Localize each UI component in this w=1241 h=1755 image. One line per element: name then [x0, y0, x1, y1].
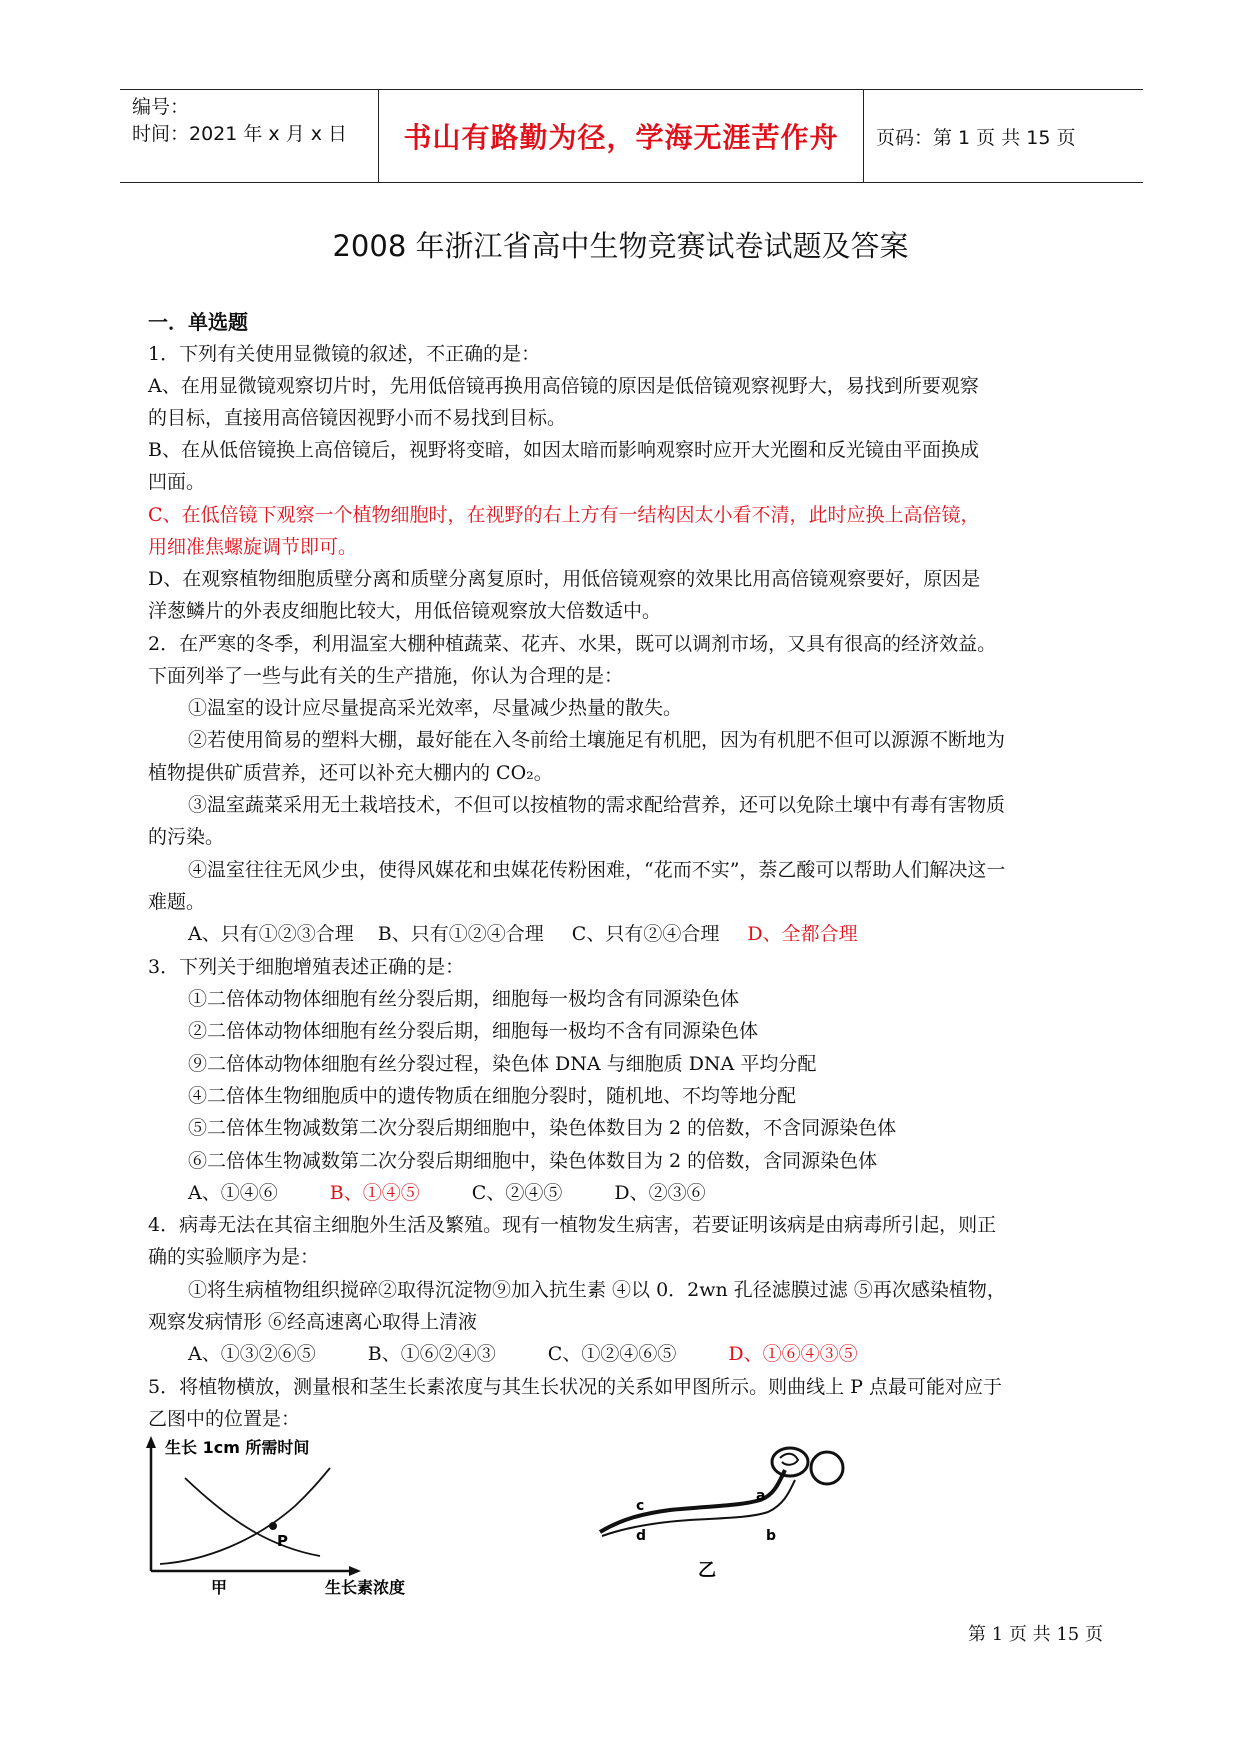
q2-option-d: D、全都合理	[747, 923, 858, 945]
header-right-cell	[864, 90, 1143, 182]
q4-steps-line2: 观察发病情形 ⑥经高速离心取得上清液	[148, 1311, 478, 1333]
label-b: b	[766, 1528, 777, 1544]
q1-option-c-line1: C、在低倍镜下观察一个植物细胞时，在视野的右上方有一结构因太小看不清，此时应换上高倍镜，	[148, 504, 980, 526]
q4-option-d: D、①⑥④③⑤	[728, 1343, 858, 1365]
number-label: 编号：	[132, 96, 190, 118]
q2-item-3-line1: ③温室蔬菜采用无土栽培技术，不但可以按植物的需求配给营养，还可以免除土壤中有毒有害物质	[188, 794, 1006, 816]
q2-item-2-line1: ②若使用简易的塑料大棚，最好能在入冬前给土壤施足有机肥，因为有机肥不但可以源源不断地为	[188, 729, 1006, 751]
x-axis-arrow	[349, 1566, 361, 1576]
q2-stem-line2: 下面列举了一些与此有关的生产措施，你认为合理的是：	[148, 665, 624, 687]
header-table	[120, 89, 1143, 183]
q1-option-b-line1: B、在从低倍镜换上高倍镜后，视野将变暗，如因太暗而影响观察时应开大光圈和反光镜由平面换成	[148, 439, 979, 461]
q3-item-1: ①二倍体动物体细胞有丝分裂后期，细胞每一极均含有同源染色体	[188, 988, 740, 1010]
caption-yi: 乙	[698, 1560, 716, 1580]
curve-ascending	[160, 1468, 330, 1564]
figure-yi-plant	[590, 1440, 860, 1580]
motto: 书山有路勤为径，学海无涯苦作舟	[403, 121, 839, 154]
leaf-cluster-2	[811, 1452, 843, 1484]
q2-item-4-line1: ④温室往往无风少虫，使得风媒花和虫媒花传粉困难，“花而不实”，萘乙酸可以帮助人们解决这一	[188, 859, 1006, 881]
page-footer: 第 1 页 共 15 页	[968, 1624, 1103, 1645]
q2-item-2-line2: 植物提供矿质营养，还可以补充大棚内的 CO₂。	[148, 762, 553, 784]
q3-option-c: C、②④⑤	[471, 1182, 563, 1204]
q3-item-4: ④二倍体生物细胞质中的遗传物质在细胞分裂时，随机地、不均等地分配	[188, 1085, 797, 1107]
header-center-cell	[379, 90, 864, 182]
label-c: c	[636, 1498, 645, 1514]
time-label: 时间：2021 年 x 月 x 日	[132, 123, 348, 145]
q2-options	[188, 922, 858, 946]
q4-steps-line1: ①将生病植物组织搅碎②取得沉淀物⑨加入抗生素 ④以 0．2wn 孔径滤膜过滤 ⑤再次感染植物，	[188, 1279, 1006, 1301]
q2-option-a: A、只有①②③合理	[188, 923, 354, 945]
q2-item-4-line2: 难题。	[148, 891, 206, 913]
y-axis-arrow	[146, 1436, 156, 1448]
q4-stem-line1: 4．病毒无法在其宿主细胞外生活及繁殖。现有一植物发生病害，若要证明该病是由病毒所引起，则正	[148, 1214, 997, 1236]
q3-option-b: B、①④⑤	[329, 1182, 420, 1204]
q1-option-d-line1: D、在观察植物细胞质壁分离和质壁分离复原时，用低倍镜观察的效果比用高倍镜观察要好，原因是	[148, 568, 981, 590]
q1-stem: 1．下列有关使用显微镜的叙述，不正确的是：	[148, 343, 541, 365]
q4-stem-line2: 确的实验顺序为是：	[148, 1246, 320, 1268]
q3-option-d: D、②③⑥	[614, 1182, 706, 1204]
q3-option-a: A、①④⑥	[188, 1182, 278, 1204]
q3-stem: 3．下列关于细胞增殖表述正确的是：	[148, 956, 465, 978]
q3-item-5: ⑤二倍体生物减数第二次分裂后期细胞中，染色体数目为 2 的倍数，不含同源染色体	[188, 1117, 897, 1139]
q3-options	[188, 1181, 706, 1205]
label-d: d	[636, 1528, 647, 1544]
page-title: 2008 年浙江省高中生物竞赛试卷试题及答案	[332, 229, 909, 263]
q3-item-2: ②二倍体动物体细胞有丝分裂后期，细胞每一极均不含有同源染色体	[188, 1020, 759, 1042]
q4-option-a: A、①③②⑥⑤	[188, 1343, 316, 1365]
q3-item-3: ⑨二倍体动物体细胞有丝分裂过程，染色体 DNA 与细胞质 DNA 平均分配	[188, 1053, 817, 1075]
q2-option-b: B、只有①②④合理	[377, 923, 544, 945]
q1-option-d-line2: 洋葱鳞片的外表皮细胞比较大，用低倍镜观察放大倍数适中。	[148, 600, 662, 622]
q2-item-1: ①温室的设计应尽量提高采光效率，尽量减少热量的散失。	[188, 697, 683, 719]
curve-descending	[185, 1478, 320, 1556]
header-left-cell	[120, 90, 379, 182]
q4-option-b: B、①⑥②④③	[367, 1343, 496, 1365]
q1-option-b-line2: 凹面。	[148, 471, 206, 493]
q2-option-c: C、只有②④合理	[571, 923, 720, 945]
q4-option-c: C、①②④⑥⑤	[547, 1343, 677, 1365]
q3-item-6: ⑥二倍体生物减数第二次分裂后期细胞中，染色体数目为 2 的倍数，含同源染色体	[188, 1150, 878, 1172]
y-axis-label: 生长 1cm 所需时间	[165, 1438, 310, 1457]
label-a: a	[756, 1488, 766, 1504]
section-heading: 一．单选题	[148, 310, 248, 334]
q2-stem-line1: 2．在严寒的冬季，利用温室大棚种植蔬菜、花卉、水果，既可以调剂市场，又具有很高的经济效益。	[148, 633, 997, 655]
point-p-label: P	[277, 1532, 288, 1550]
q4-options	[188, 1342, 858, 1366]
q2-item-3-line2: 的污染。	[148, 826, 225, 848]
leaf-cluster-1	[772, 1448, 808, 1476]
q1-option-a-line2: 的目标，直接用高倍镜因视野小而不易找到目标。	[148, 407, 567, 429]
q5-stem-line2: 乙图中的位置是：	[148, 1408, 301, 1430]
caption-jia: 甲	[211, 1578, 228, 1596]
x-axis-label: 生长素浓度	[325, 1578, 406, 1596]
page-label: 页码：第 1 页 共 15 页	[876, 127, 1076, 149]
q1-option-a-line1: A、在用显微镜观察切片时，先用低倍镜再换用高倍镜的原因是低倍镜观察视野大，易找到所要观察	[148, 375, 979, 397]
q5-stem-line1: 5．将植物横放，测量根和茎生长素浓度与其生长状况的关系如甲图所示。则曲线上 P 点最可能对应于	[148, 1376, 1002, 1398]
leaf-vein	[780, 1454, 798, 1465]
q1-option-c-line2: 用细准焦螺旋调节即可。	[148, 536, 358, 558]
point-p-marker	[269, 1522, 277, 1530]
figure-jia-graph	[145, 1436, 445, 1596]
